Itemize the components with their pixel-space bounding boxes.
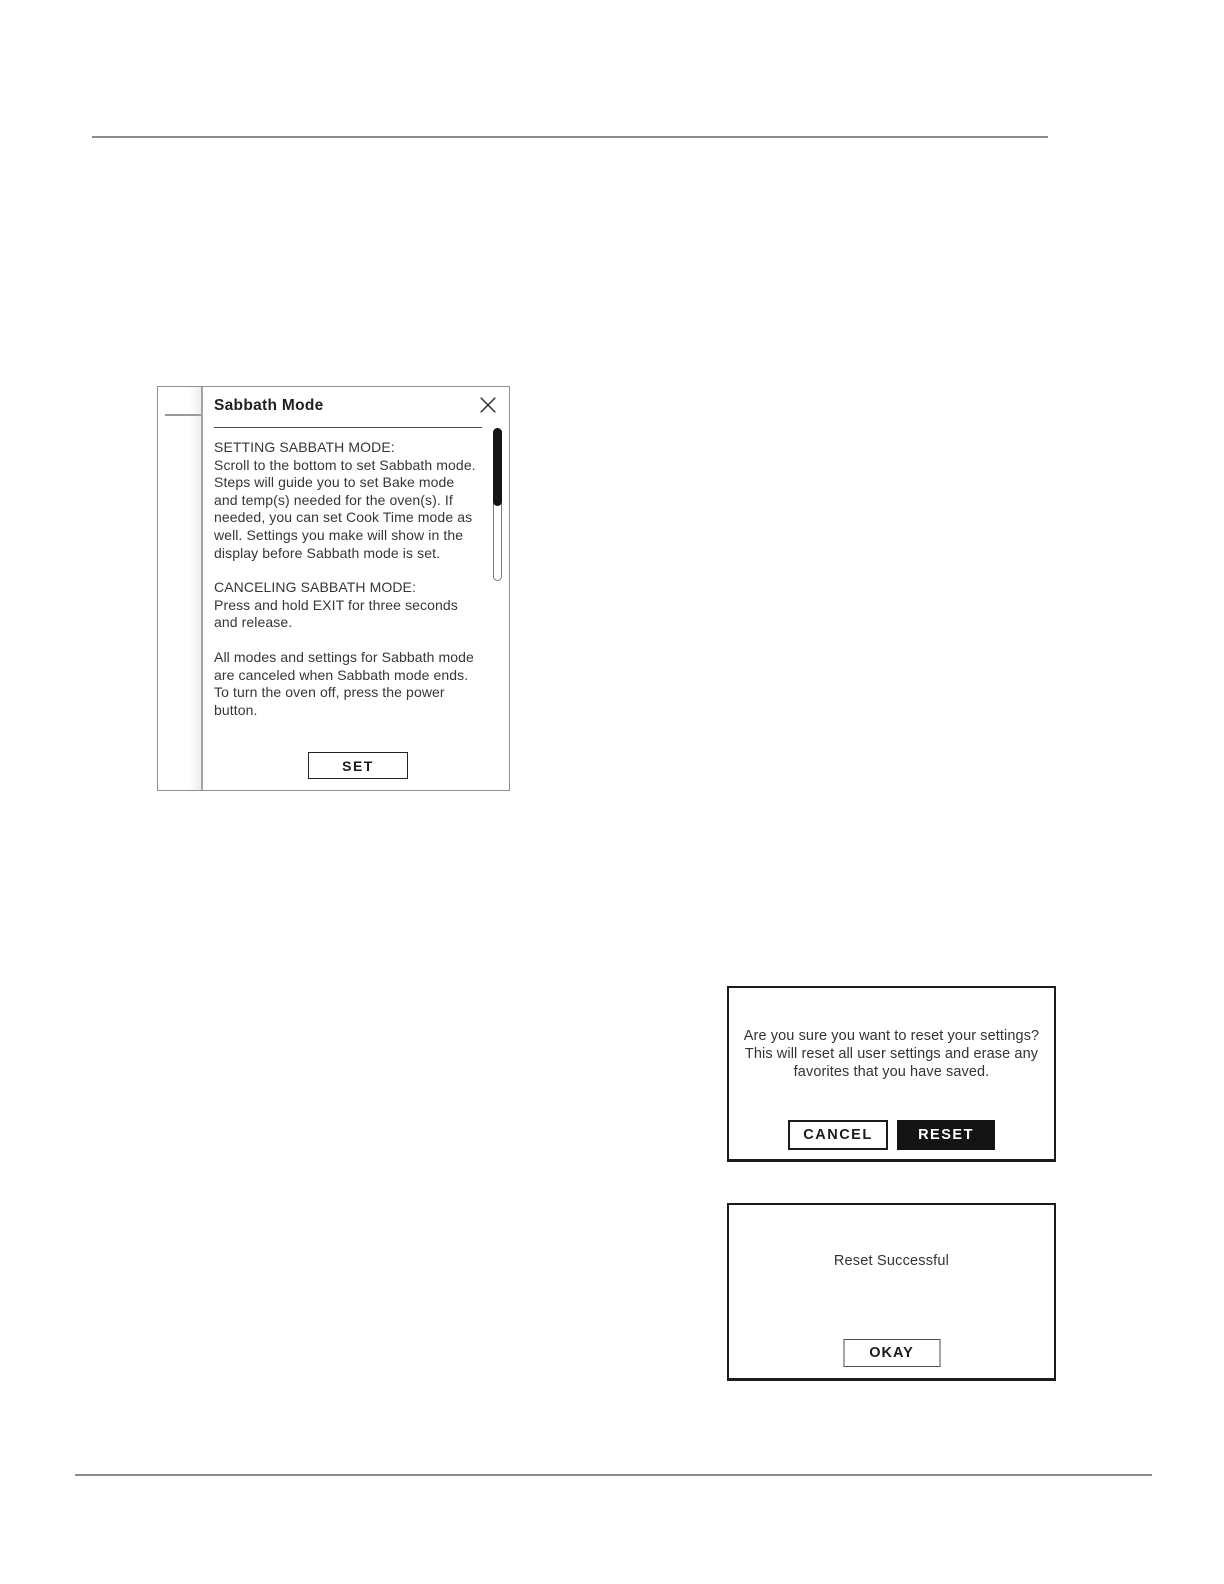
footer-rule bbox=[75, 1474, 1152, 1476]
close-icon[interactable] bbox=[476, 393, 500, 417]
note-text: All modes and settings for Sabbath mode are canceled when Sabbath mode ends. To turn the oven off, press the power button. bbox=[214, 648, 474, 718]
reset-confirm-message: Are you sure you want to reset your settings? This will reset all user settings and erase any favorites that you have saved. bbox=[743, 1028, 1040, 1080]
sabbath-mode-dialog bbox=[157, 386, 510, 791]
scrollbar-track[interactable] bbox=[493, 428, 502, 581]
reset-confirm-dialog bbox=[727, 986, 1056, 1162]
reset-confirm-buttons bbox=[729, 1120, 1054, 1150]
okay-button[interactable]: OKAY bbox=[843, 1339, 940, 1367]
setting-body: Scroll to the bottom to set Sabbath mode. Steps will guide you to set Bake mode and temp(s) needed for the oven(s). If needed, you can set Cook Time mode as well. Settings you make will show in the display before Sabbath mode is set. bbox=[214, 456, 476, 561]
cancel-button[interactable]: CANCEL bbox=[788, 1120, 888, 1150]
background-divider-line bbox=[165, 414, 201, 416]
set-button[interactable]: SET bbox=[308, 752, 408, 779]
header-rule bbox=[92, 136, 1048, 138]
sabbath-dialog-body bbox=[203, 428, 509, 719]
sabbath-dialog-panel bbox=[203, 387, 509, 790]
reset-success-message: Reset Successful bbox=[833, 1253, 950, 1269]
scrollbar-thumb[interactable] bbox=[493, 428, 502, 506]
setting-heading: SETTING SABBATH MODE: bbox=[214, 439, 395, 455]
reset-button[interactable]: RESET bbox=[897, 1120, 995, 1150]
sabbath-dialog-header bbox=[203, 387, 509, 415]
canceling-body: Press and hold EXIT for three seconds and release. bbox=[214, 596, 458, 631]
background-screen-strip bbox=[158, 387, 203, 790]
canceling-heading: CANCELING SABBATH MODE: bbox=[214, 579, 416, 596]
dialog-title: Sabbath Mode bbox=[214, 397, 324, 414]
reset-success-dialog bbox=[727, 1203, 1056, 1381]
